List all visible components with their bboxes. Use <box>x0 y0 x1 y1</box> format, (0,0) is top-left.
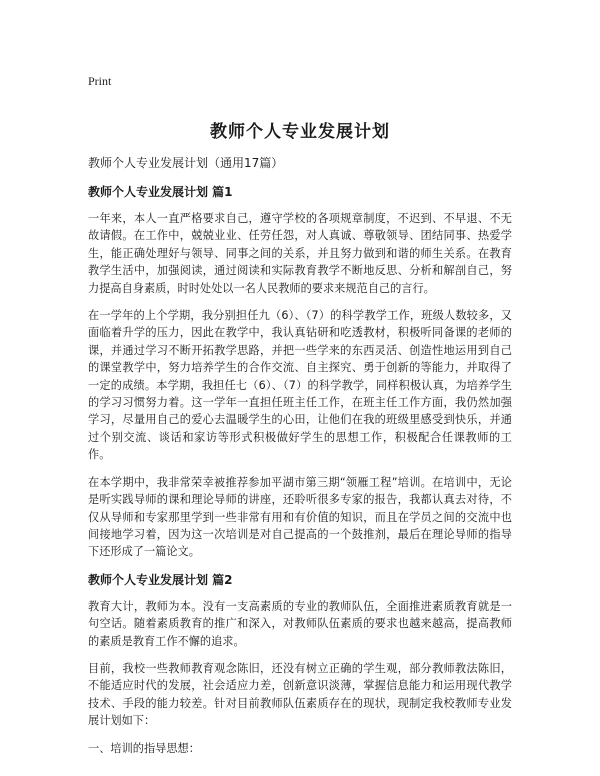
paragraph: 目前，我校一些教师教育观念陈旧，还没有树立正确的学生观，部分教师教法陈旧，不能适应时代的发展，社会适应力差，创新意识淡薄，掌握信息能力和运用现代教学技术、手段的能力较差。针对目前教师队伍素质存在的现状，现制定我校教师专业发展计划如下： <box>88 661 512 728</box>
paragraph: 在一学年的上个学期，我分别担任九（6）、（7）的科学教学工作，班级人数较多，又面临着升学的压力，因此在教学中，我认真钻研和吃透教材，积极听同备课的老师的课，并通过学习不断开拓教学思路，并把一些学来的东西灵活、创造性地运用到自己的课堂教学中，努力培养学生的合作交流、自主探究、勇于创新的等能力，并取得了一定的成绩。本学期，我担任七（6）、（7）的科学教学，同样积极认真，为培养学生的学习习惯努力着。这一学年一直担任班主任工作，在班主任工作方面，我仍然加强学习，尽量用自己的爱心去温暖学生的心田，让他们在我的班级里感受到快乐，并通过个别交流、谈话和家访等形式积极做好学生的思想工作，积极配合任课教师的工作。 <box>88 309 512 462</box>
section-heading-2: 教师个人专业发展计划 篇2 <box>88 572 233 587</box>
section-heading-1: 教师个人专业发展计划 篇1 <box>88 185 233 199</box>
paragraph: 一年来，本人一直严格要求自己，遵守学校的各项规章制度，不迟到、不早退、不无故请假。在工作中，兢兢业业、任劳任怨，对人真诚、尊敬领导、团结同事、热爱学生，能正确处理好与领导、同事之间的关系，并且努力做到和谐的师生关系。在教育教学生活中，加强阅读，通过阅读和实际教育教学不断地反思、分析和解剖自己，努力提高自身素质，时时处处以一名人民教师的要求来规范自己的言行。 <box>88 212 512 295</box>
list-item: 一、培训的指导思想： <box>88 741 200 755</box>
document-subtitle: 教师个人专业发展计划（通用17篇） <box>88 156 284 170</box>
print-link[interactable]: Print <box>88 74 112 88</box>
document-title: 教师个人专业发展计划 <box>210 122 390 142</box>
paragraph: 教育大计，教师为本。没有一支高素质的专业的教师队伍，全面推进素质教育就是一句空话。随着素质教育的推广和深入，对教师队伍素质的要求也越来越高，提高教师的素质是教育工作不懈的追求。 <box>88 599 512 648</box>
paragraph: 在本学期中，我非常荣幸被推荐参加平湖市第三期“领雁工程”培训。在培训中，无论是听实践导师的课和理论导师的讲座，还聆听很多专家的报告，我都认真去对待，不仅从导师和专家那里学到一些非常有用和有价值的知识，而且在学员之间的交流中也间接地学习着，因为这一次培训是对自己提高的一个鼓推剂，最后在理论导师的指导下还形成了一篇论文。 <box>88 475 512 559</box>
